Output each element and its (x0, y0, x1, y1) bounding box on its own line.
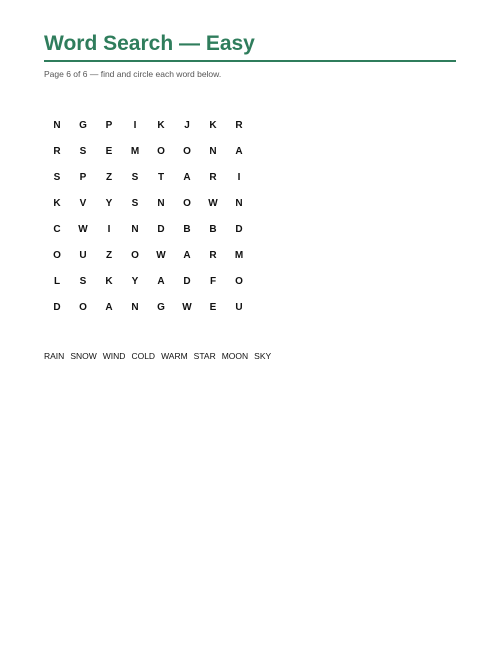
grid-cell[interactable]: A (183, 171, 191, 183)
grid-cell[interactable]: G (79, 119, 87, 131)
word-list-item: RAIN (44, 351, 65, 361)
page-title: Word Search — Easy (44, 32, 255, 55)
grid-cell[interactable]: B (183, 223, 191, 235)
grid-cell[interactable]: D (235, 223, 243, 235)
grid-cell[interactable]: S (79, 145, 87, 157)
grid-cell[interactable]: O (235, 275, 243, 287)
grid-cell[interactable]: O (183, 145, 191, 157)
grid-cell[interactable]: W (156, 249, 166, 261)
grid-cell[interactable]: J (184, 119, 190, 131)
grid-cell[interactable]: A (183, 249, 191, 261)
word-list-item: STAR (193, 351, 216, 361)
grid-cell[interactable]: O (183, 197, 191, 209)
grid-cell[interactable]: N (157, 197, 165, 209)
grid-cell[interactable]: U (79, 249, 87, 261)
grid-cell[interactable]: S (79, 275, 87, 287)
grid-cell[interactable]: I (133, 119, 137, 131)
grid-cell[interactable]: U (235, 301, 243, 313)
grid-cell[interactable]: V (79, 197, 87, 209)
word-list-item: MOON (221, 351, 249, 361)
grid-cell[interactable]: N (131, 301, 139, 313)
grid-cell[interactable]: P (105, 119, 113, 131)
grid-cell[interactable]: D (53, 301, 61, 313)
word-list-item: COLD (131, 351, 156, 361)
grid-cell[interactable]: N (235, 197, 243, 209)
title-divider (44, 60, 456, 62)
grid-cell[interactable]: C (53, 223, 61, 235)
grid-cell[interactable]: W (78, 223, 88, 235)
grid-cell[interactable]: S (131, 171, 139, 183)
grid-cell[interactable]: P (79, 171, 87, 183)
grid-cell[interactable]: M (130, 145, 140, 157)
grid-cell[interactable]: O (79, 301, 87, 313)
page-subtitle: Page 6 of 6 — find and circle each word below. (44, 69, 222, 79)
grid-cell[interactable]: A (105, 301, 113, 313)
grid-cell[interactable]: K (157, 119, 165, 131)
word-list-item: SKY (254, 351, 272, 361)
grid-cell[interactable]: L (53, 275, 61, 287)
letter-grid (44, 112, 252, 320)
grid-cell[interactable]: N (209, 145, 217, 157)
grid-cell[interactable]: O (157, 145, 165, 157)
grid-cell[interactable]: N (53, 119, 61, 131)
grid-cell[interactable]: I (107, 223, 111, 235)
grid-cell[interactable]: K (53, 197, 61, 209)
word-list-item: WIND (102, 351, 126, 361)
grid-cell[interactable]: K (209, 119, 217, 131)
grid-cell[interactable]: E (105, 145, 113, 157)
grid-cell[interactable]: R (53, 145, 61, 157)
grid-cell[interactable]: D (183, 275, 191, 287)
grid-cell[interactable]: N (131, 223, 139, 235)
grid-cell[interactable]: S (53, 171, 61, 183)
word-list (44, 350, 271, 362)
grid-cell[interactable]: R (235, 119, 243, 131)
grid-cell[interactable]: E (209, 301, 217, 313)
grid-cell[interactable]: I (237, 171, 241, 183)
grid-cell[interactable]: B (209, 223, 217, 235)
word-list-item: SNOW (70, 351, 97, 361)
grid-cell[interactable]: W (208, 197, 218, 209)
grid-cell[interactable]: S (131, 197, 139, 209)
grid-cell[interactable]: T (157, 171, 165, 183)
grid-cell[interactable]: R (209, 249, 217, 261)
grid-cell[interactable]: Z (105, 171, 113, 183)
grid-cell[interactable]: G (157, 301, 165, 313)
grid-cell[interactable]: O (53, 249, 61, 261)
grid-cell[interactable]: A (235, 145, 243, 157)
grid-cell[interactable]: Y (131, 275, 139, 287)
grid-cell[interactable]: R (209, 171, 217, 183)
grid-cell[interactable]: O (131, 249, 139, 261)
grid-cell[interactable]: A (157, 275, 165, 287)
grid-cell[interactable]: W (182, 301, 192, 313)
grid-cell[interactable]: Z (105, 249, 113, 261)
word-list-item: WARM (161, 351, 188, 361)
grid-cell[interactable]: D (157, 223, 165, 235)
grid-cell[interactable]: Y (105, 197, 113, 209)
grid-cell[interactable]: K (105, 275, 113, 287)
grid-cell[interactable]: F (209, 275, 217, 287)
grid-cell[interactable]: M (234, 249, 244, 261)
